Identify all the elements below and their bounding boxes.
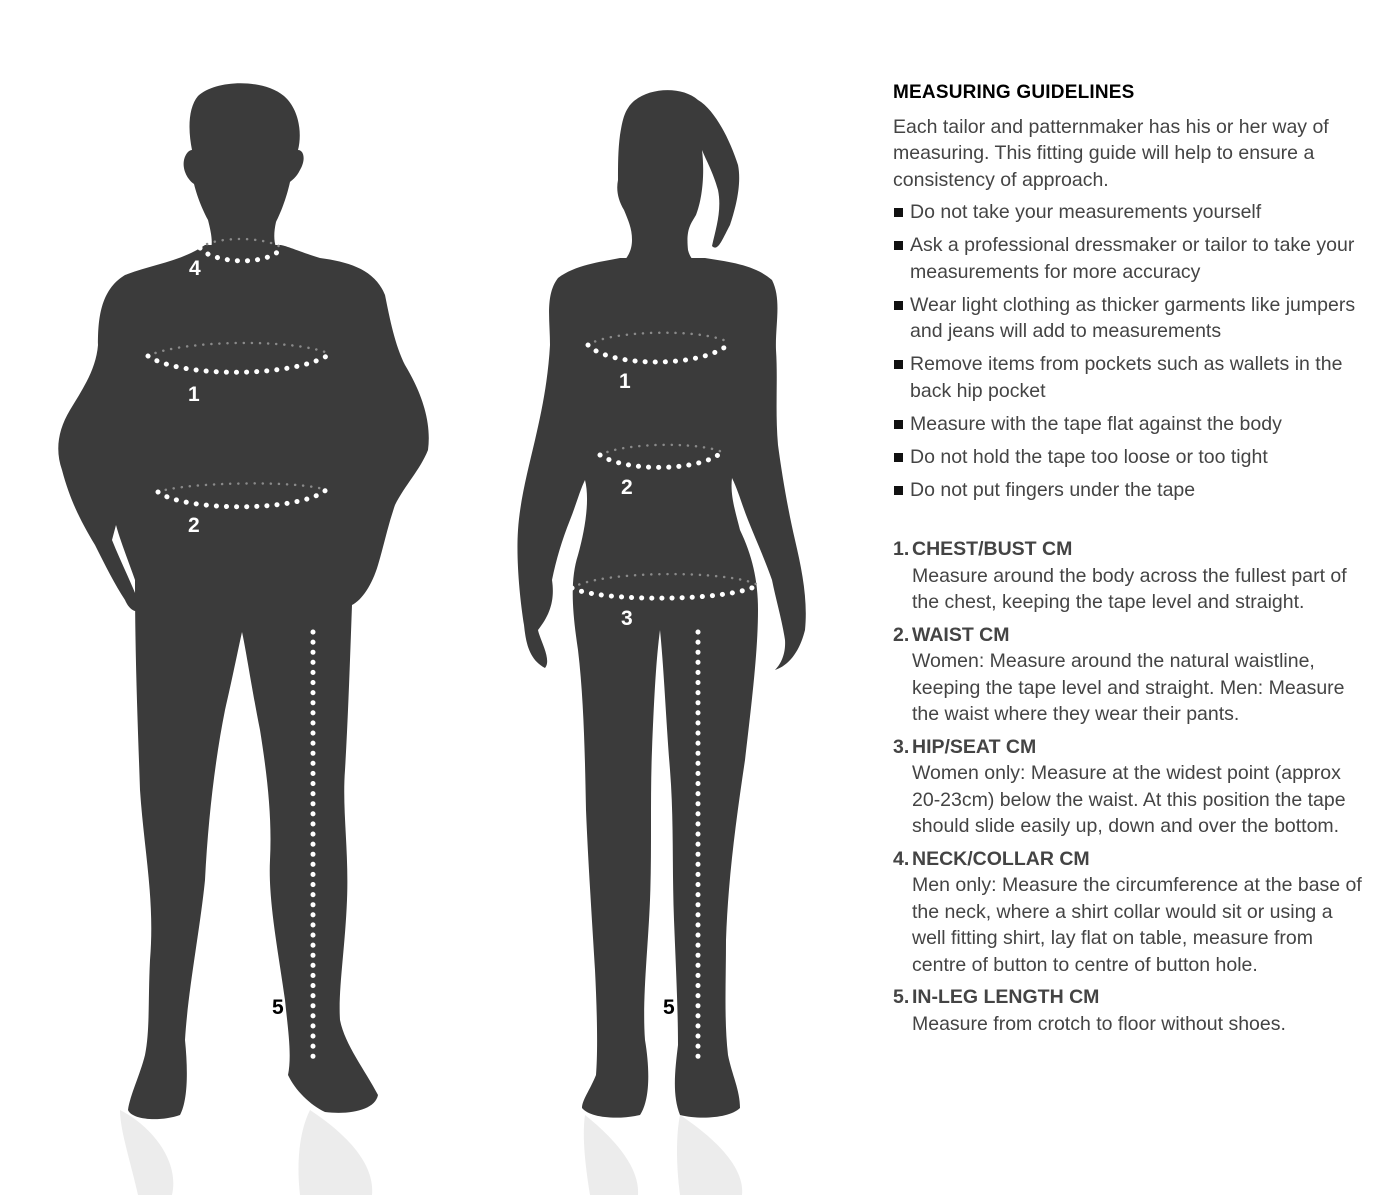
measurement-waist [893, 622, 1363, 728]
bullet-square-icon [894, 486, 903, 495]
measurement-description: Measure around the body across the fullest part of the chest, keeping the tape level and straight. [912, 564, 1347, 613]
female-waist-label: 2 [621, 476, 633, 499]
guideline-item: Measure with the tape flat against the body [893, 411, 1363, 438]
guideline-item: Wear light clothing as thicker garments like jumpers and jeans will add to measurements [893, 292, 1363, 345]
measurement-neck [893, 846, 1363, 979]
female-silhouette [517, 90, 805, 1118]
bullet-square-icon [894, 360, 903, 369]
measurement-description: Women: Measure around the natural waistline, keeping the tape level and straight. Men: Measure the waist where they wear their pants. [912, 650, 1345, 725]
male-silhouette [58, 83, 428, 1119]
measurement-hip [893, 734, 1363, 840]
guideline-list [893, 199, 1363, 503]
measurement-heading: 4. NECK/COLLAR CM [893, 847, 1090, 870]
bullet-square-icon [894, 420, 903, 429]
guideline-item: Do not take your measurements yourself [893, 199, 1363, 226]
bullet-square-icon [894, 453, 903, 462]
female-head [617, 90, 739, 265]
measurement-inleg [893, 984, 1363, 1037]
male-waist-label: 2 [188, 514, 200, 537]
measurement-chest [893, 536, 1363, 616]
male-inleg-label: 5 [272, 996, 284, 1019]
female-hip-label: 3 [621, 607, 633, 630]
measurement-list [893, 536, 1363, 1037]
bullet-square-icon [894, 208, 903, 217]
floor-shadows [120, 1110, 742, 1195]
female-inleg-label: 5 [663, 996, 675, 1019]
measurement-heading: 3. HIP/SEAT CM [893, 735, 1037, 758]
measurement-description: Men only: Measure the circumference at the base of the neck, where a shirt collar would sit or using a well fitting shirt, lay flat on table, measure from centre of button to centre of button hole. [912, 874, 1362, 976]
measurement-heading: 5. IN-LEG LENGTH CM [893, 986, 1100, 1008]
female-bust-label: 1 [619, 370, 631, 393]
bullet-square-icon [894, 301, 903, 310]
guide-intro: Each tailor and patternmaker has his or her way of measuring. This fitting guide will help to ensure a consistency of approach. [893, 115, 1329, 191]
female-body [517, 258, 805, 1118]
guideline-item: Remove items from pockets such as wallets in the back hip pocket [893, 351, 1363, 404]
measurement-heading: 2. WAIST CM [893, 623, 1010, 646]
male-body [58, 245, 428, 1119]
guide-title: MEASURING GUIDELINES [893, 82, 1135, 103]
measurement-heading: 1. CHEST/BUST CM [893, 538, 1073, 560]
male-chest-label: 1 [188, 383, 200, 406]
male-head [184, 83, 304, 258]
male-neck-label: 4 [189, 257, 201, 280]
measurement-description: Measure from crotch to floor without shoes. [912, 1012, 1286, 1035]
guideline-item: Do not put fingers under the tape [893, 477, 1363, 504]
bullet-square-icon [894, 241, 903, 250]
measuring-guide [893, 80, 1363, 1043]
guideline-item: Ask a professional dressmaker or tailor to take your measurements for more accuracy [893, 232, 1363, 285]
guideline-item: Do not hold the tape too loose or too tight [893, 444, 1363, 471]
measurement-description: Women only: Measure at the widest point (approx 20-23cm) below the waist. At this position the tape should slide easily up, down and over the bottom. [912, 762, 1346, 837]
